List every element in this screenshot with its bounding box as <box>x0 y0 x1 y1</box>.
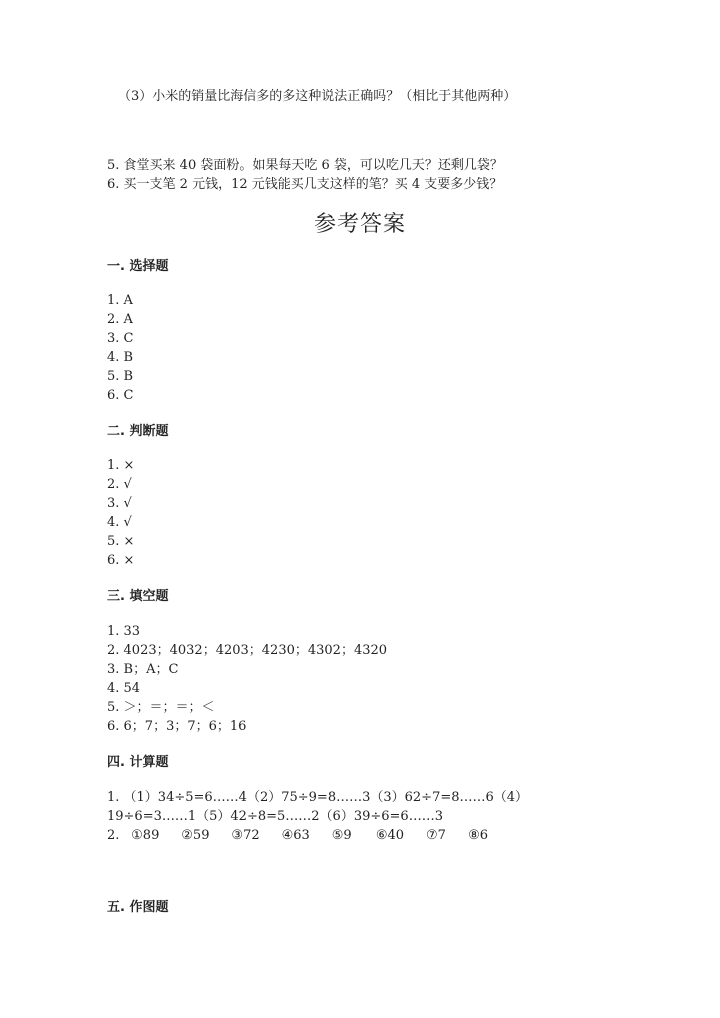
answer-title: 参考答案 <box>313 212 406 237</box>
question-5: 5. 食堂买来 40 袋面粉。如果每天吃 6 袋，可以吃几天？还剩几袋？ <box>107 158 503 173</box>
choice-answer-2: 2. A <box>107 312 133 327</box>
calc-item-4: ④63 <box>281 828 310 843</box>
choice-answer-5: 5. B <box>107 369 134 384</box>
calc-item-5: ⑤9 <box>331 828 352 843</box>
question-3-line: （3）小米的销量比海信多的多这种说法正确吗？（相比于其他两种） <box>118 89 517 104</box>
fill-answer-5: 5. ＞；＝；＝；＜ <box>107 700 215 715</box>
calc-item-1: ①89 <box>131 828 160 843</box>
judge-answer-5: 5. × <box>107 534 135 549</box>
choice-answer-6: 6. C <box>107 388 134 403</box>
question-6: 6. 买一支笔 2 元钱，12 元钱能买几支这样的笔？买 4 支要多少钱？ <box>107 177 503 192</box>
calc-answer-line-2: 19÷6=3……1（5）42÷8=5……2（6）39÷6=6……3 <box>107 809 443 824</box>
calc-answer-line-1: 1. （1）34÷5=6……4（2）75÷9=8……3（3）62÷7=8……6（4） <box>107 790 529 805</box>
judge-answer-6: 6. × <box>107 553 135 568</box>
fill-answer-6: 6. 6；7；3；7；6；16 <box>107 719 247 734</box>
choice-answer-4: 4. B <box>107 350 134 365</box>
calc-item-6: ⑥40 <box>375 828 405 843</box>
calc-answer-line-3 <box>107 826 498 845</box>
calc-item-7: ⑦7 <box>425 828 446 843</box>
fill-answer-2: 2. 4023；4032；4203；4230；4302；4320 <box>107 643 388 658</box>
fill-answer-3: 3. B；A；C <box>107 662 179 677</box>
section-heading-fill: 三. 填空题 <box>107 589 169 604</box>
fill-answer-4: 4. 54 <box>107 681 141 696</box>
calc-answer-2-prefix: 2. <box>107 828 120 843</box>
judge-answer-2: 2. √ <box>107 477 132 492</box>
fill-answer-1: 1. 33 <box>107 624 141 639</box>
choice-answer-3: 3. C <box>107 331 134 346</box>
calc-item-3: ③72 <box>231 828 260 843</box>
judge-answer-4: 4. √ <box>107 515 132 530</box>
judge-answer-3: 3. √ <box>107 496 132 511</box>
section-heading-draw: 五. 作图题 <box>107 900 169 915</box>
calc-item-2: ②59 <box>181 828 210 843</box>
choice-answer-1: 1. A <box>107 293 133 308</box>
section-heading-calc: 四. 计算题 <box>107 755 169 770</box>
section-heading-choice: 一. 选择题 <box>107 259 169 274</box>
section-heading-judge: 二. 判断题 <box>107 424 169 439</box>
calc-item-8: ⑧6 <box>468 828 489 843</box>
judge-answer-1: 1. × <box>107 458 135 473</box>
